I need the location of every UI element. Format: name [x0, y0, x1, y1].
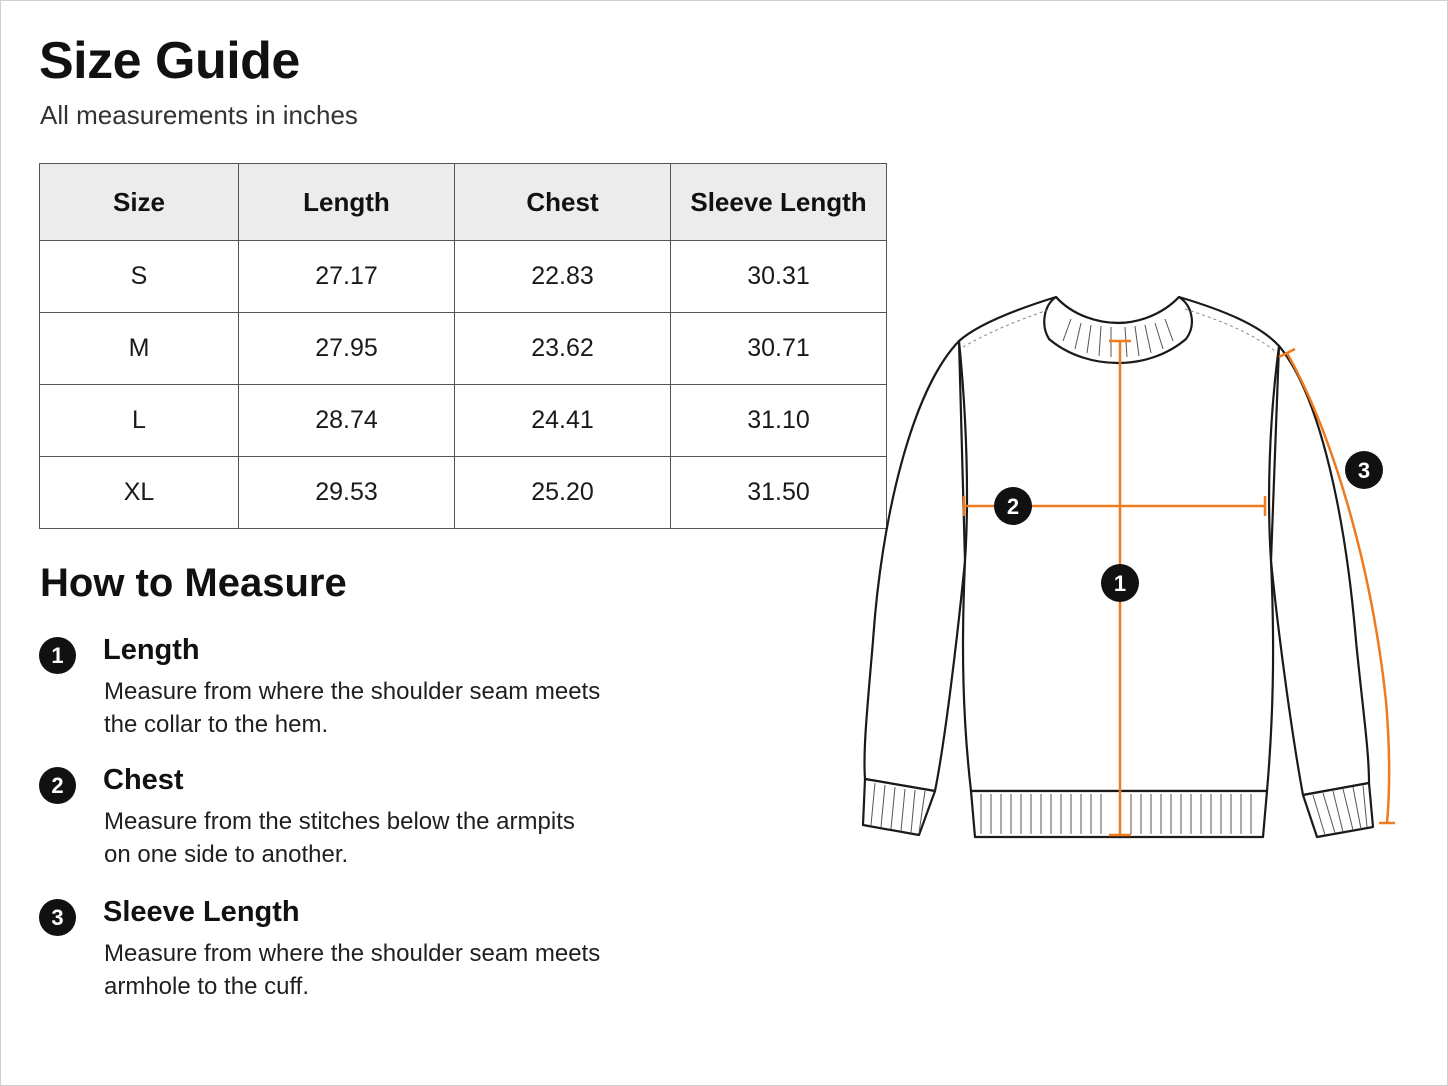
sweatshirt-diagram	[851, 281, 1411, 861]
cell-chest: 23.62	[455, 313, 671, 385]
marker-2	[994, 487, 1032, 525]
cell-size: M	[40, 313, 239, 385]
table-header-row	[40, 164, 887, 241]
step-label: Sleeve Length	[103, 896, 300, 928]
table-row	[40, 385, 887, 457]
how-to-measure-title: How to Measure	[40, 561, 347, 605]
size-table	[39, 163, 887, 529]
cell-size: L	[40, 385, 239, 457]
cell-chest: 22.83	[455, 241, 671, 313]
column-header-chest: Chest	[455, 164, 671, 241]
table-row	[40, 457, 887, 529]
step-description	[104, 805, 664, 871]
cell-sleeve-length: 30.71	[671, 313, 887, 385]
marker-3	[1345, 451, 1383, 489]
step-number-badge: 2	[39, 767, 76, 804]
marker-3-label: 3	[1357, 458, 1371, 483]
cell-sleeve-length: 30.31	[671, 241, 887, 313]
step-description	[104, 675, 664, 741]
step-label: Chest	[103, 764, 184, 796]
step-number-badge: 1	[39, 637, 76, 674]
cell-size: S	[40, 241, 239, 313]
table-row	[40, 313, 887, 385]
step-description	[104, 937, 664, 1003]
cell-length: 27.17	[239, 241, 455, 313]
column-header-length: Length	[239, 164, 455, 241]
step-description-line: Measure from where the shoulder seam meets	[104, 678, 601, 705]
step-description-line: on one side to another.	[104, 841, 349, 868]
cell-sleeve-length: 31.50	[671, 457, 887, 529]
cell-size: XL	[40, 457, 239, 529]
marker-2-label: 2	[1006, 494, 1020, 519]
cell-length: 27.95	[239, 313, 455, 385]
cell-chest: 25.20	[455, 457, 671, 529]
step-description-line: Measure from the stitches below the armpits	[104, 808, 575, 835]
step-description-line: the collar to the hem.	[104, 711, 329, 738]
column-header-sleeve-length: Sleeve Length	[671, 164, 887, 241]
marker-1-label: 1	[1113, 571, 1127, 596]
step-description-line: Measure from where the shoulder seam meets	[104, 940, 601, 967]
cell-length: 29.53	[239, 457, 455, 529]
marker-1	[1101, 564, 1139, 602]
step-number-badge: 3	[39, 899, 76, 936]
column-header-size: Size	[40, 164, 239, 241]
cell-sleeve-length: 31.10	[671, 385, 887, 457]
page-title: Size Guide	[39, 32, 300, 90]
table-row	[40, 241, 887, 313]
step-label: Length	[103, 634, 200, 666]
cell-length: 28.74	[239, 385, 455, 457]
step-description-line: armhole to the cuff.	[104, 973, 310, 1000]
page-subtitle: All measurements in inches	[40, 100, 358, 130]
cell-chest: 24.41	[455, 385, 671, 457]
